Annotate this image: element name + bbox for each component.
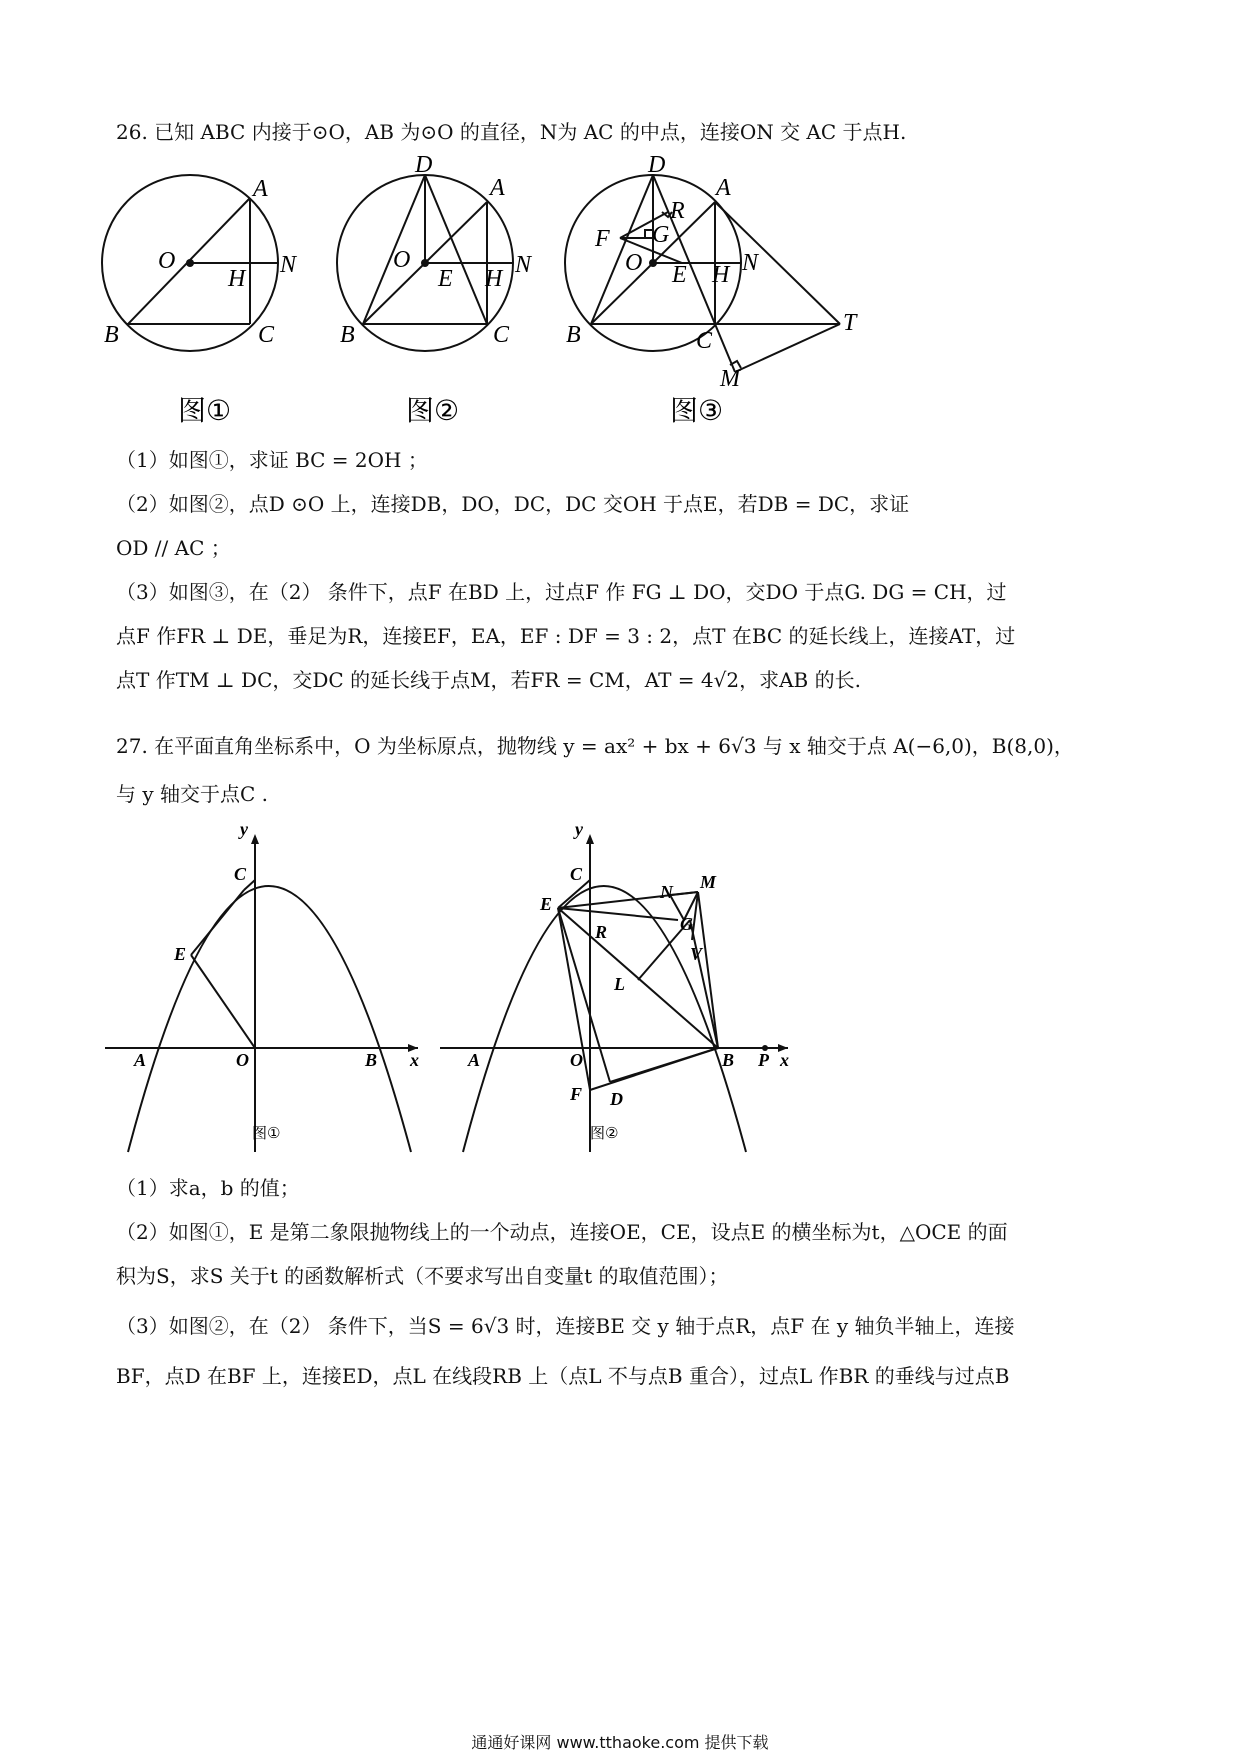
q26-part3-line2: 点F 作FR ⊥ DE，垂足为R，连接EF，EA，EF : DF = 3 : 2，点T 在BC 的延长线上，连接AT，过 bbox=[116, 624, 1016, 648]
svg-text:H: H bbox=[712, 262, 730, 288]
svg-text:E: E bbox=[174, 944, 187, 964]
svg-text:G: G bbox=[652, 222, 670, 248]
svg-text:O: O bbox=[393, 247, 411, 273]
svg-text:x: x bbox=[410, 1050, 419, 1070]
svg-text:N: N bbox=[515, 252, 532, 278]
q27-part2-line1: （2）如图①，E 是第二象限抛物线上的一个动点，连接OE，CE，设点E 的横坐标为t，△OCE 的面 bbox=[116, 1220, 1008, 1244]
svg-text:M: M bbox=[700, 872, 717, 892]
svg-text:V: V bbox=[690, 944, 703, 964]
q27-part1: （1）求a，b 的值； bbox=[116, 1176, 300, 1200]
svg-text:D: D bbox=[648, 152, 666, 178]
svg-text:R: R bbox=[670, 198, 685, 224]
svg-text:E: E bbox=[672, 262, 687, 288]
svg-text:A: A bbox=[716, 175, 731, 201]
svg-text:D: D bbox=[415, 152, 433, 178]
svg-text:A: A bbox=[468, 1050, 481, 1070]
q26-stem: 26. 已知 ABC 内接于⊙O，AB 为⊙O 的直径，N为 AC 的中点，连接ON 交 AC 于点H. bbox=[116, 120, 907, 144]
svg-text:A: A bbox=[134, 1050, 147, 1070]
svg-text:B: B bbox=[104, 322, 119, 348]
q26-part3-line1: （3）如图③，在（2） 条件下，点F 在BD 上，过点F 作 FG ⊥ DO，交DO 于点G. DG = CH，过 bbox=[116, 580, 1007, 604]
svg-text:G: G bbox=[680, 914, 693, 934]
svg-text:C: C bbox=[570, 864, 583, 884]
svg-text:H: H bbox=[485, 266, 503, 292]
svg-text:y: y bbox=[575, 820, 583, 839]
svg-text:B: B bbox=[566, 322, 581, 348]
svg-text:O: O bbox=[570, 1050, 583, 1070]
svg-text:N: N bbox=[742, 250, 759, 276]
q26-part2-line2: OD // AC ； bbox=[116, 536, 231, 560]
q26-part2-line1: （2）如图②，点D ⊙O 上，连接DB，DO，DC，DC 交OH 于点E，若DB = DC，求证 bbox=[116, 492, 910, 516]
svg-text:B: B bbox=[340, 322, 355, 348]
svg-text:O: O bbox=[158, 248, 176, 274]
q27-fig2-caption: 图② bbox=[590, 1124, 619, 1142]
q27-stem-line2: 与 y 轴交于点C . bbox=[116, 782, 269, 806]
svg-text:C: C bbox=[493, 322, 510, 348]
svg-text:C: C bbox=[234, 864, 247, 884]
q27-figure-1 bbox=[105, 840, 418, 1152]
svg-text:H: H bbox=[228, 266, 246, 292]
q27-fig1-caption: 图① bbox=[252, 1124, 281, 1142]
svg-text:E: E bbox=[438, 266, 453, 292]
svg-text:O: O bbox=[236, 1050, 249, 1070]
q27-stem-line1: 27. 在平面直角坐标系中，O 为坐标原点，抛物线 y = ax² + bx + 6√3 与 x 轴交于点 A(−6,0)，B(8,0)， bbox=[116, 734, 1074, 758]
svg-text:C: C bbox=[258, 322, 275, 348]
svg-text:T: T bbox=[843, 310, 857, 336]
svg-text:F: F bbox=[570, 1084, 583, 1104]
svg-text:O: O bbox=[625, 250, 643, 276]
q26-figures bbox=[90, 150, 990, 480]
q26-part3-line3: 点T 作TM ⊥ DC，交DC 的延长线于点M，若FR = CM，AT = 4√2，求AB 的长. bbox=[116, 668, 861, 692]
svg-text:y: y bbox=[240, 820, 248, 839]
svg-text:D: D bbox=[610, 1089, 623, 1109]
svg-text:L: L bbox=[614, 974, 625, 994]
page-footer: 通通好课网 www.tthaoke.com 提供下载 bbox=[471, 1733, 769, 1752]
q27-part3-line2: BF，点D 在BF 上，连接ED，点L 在线段RB 上（点L 不与点B 重合），过点L 作BR 的垂线与过点B bbox=[116, 1364, 1010, 1388]
svg-text:N: N bbox=[280, 252, 297, 278]
q26-fig1-caption: 图① bbox=[178, 394, 232, 427]
svg-text:x: x bbox=[780, 1050, 789, 1070]
svg-text:N: N bbox=[660, 882, 673, 902]
svg-text:A: A bbox=[490, 175, 505, 201]
q27-part2-line2: 积为S，求S 关于t 的函数解析式（不要求写出自变量t 的取值范围）； bbox=[116, 1264, 729, 1288]
svg-text:R: R bbox=[595, 922, 608, 942]
svg-text:A: A bbox=[253, 176, 268, 202]
svg-text:M: M bbox=[720, 366, 740, 392]
svg-text:F: F bbox=[595, 226, 610, 252]
q27-figures bbox=[100, 820, 820, 1160]
q27-part3-line1: （3）如图②，在（2） 条件下，当S = 6√3 时，连接BE 交 y 轴于点R，点F 在 y 轴负半轴上，连接 bbox=[116, 1314, 1015, 1338]
q26-part1: （1）如图①，求证 BC = 2OH ； bbox=[116, 448, 428, 472]
q26-fig2-caption: 图② bbox=[406, 394, 460, 427]
svg-text:E: E bbox=[540, 894, 553, 914]
svg-text:P: P bbox=[758, 1050, 769, 1070]
q26-fig3-caption: 图③ bbox=[670, 394, 724, 427]
svg-text:C: C bbox=[696, 328, 713, 354]
svg-text:B: B bbox=[365, 1050, 378, 1070]
svg-text:B: B bbox=[722, 1050, 735, 1070]
